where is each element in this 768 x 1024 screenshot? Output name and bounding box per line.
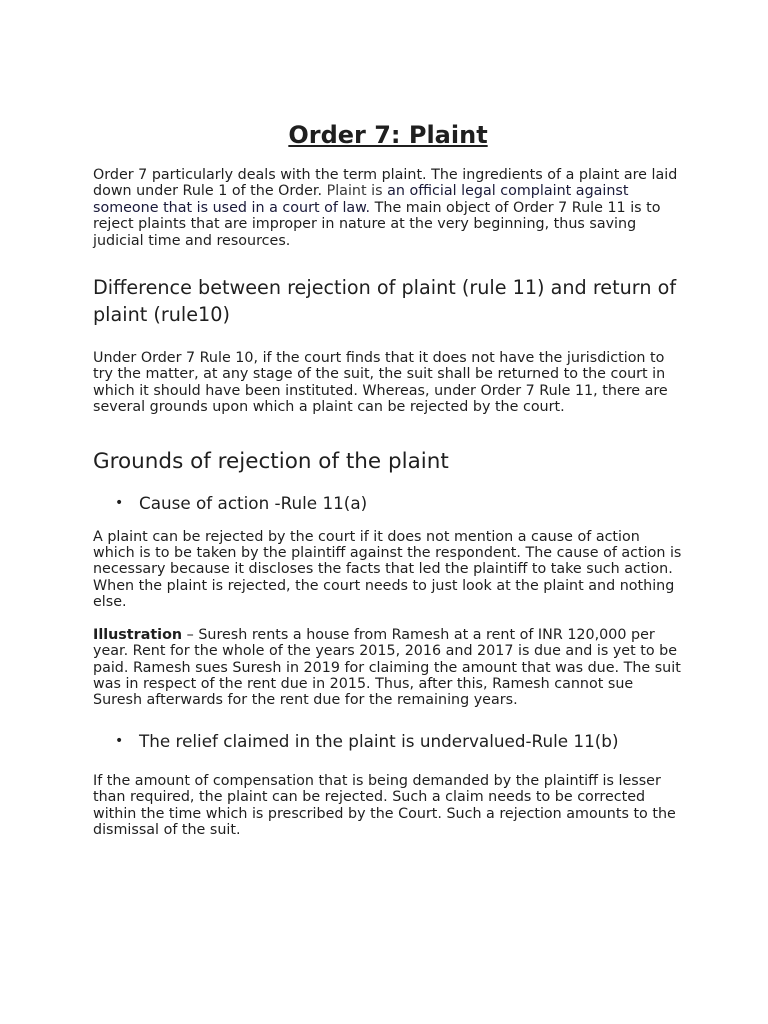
intro-paragraph xyxy=(93,167,683,249)
bullet-label: The relief claimed in the plaint is undervalued-Rule 11(b) xyxy=(139,730,619,751)
bullet-icon: • xyxy=(115,732,124,749)
illustration-text: – Suresh rents a house from Ramesh at a rent of INR 120,000 per year. Rent for the whole of the years 2015, 2016 and 2017 is due and is yet to be paid. Ramesh sues Suresh in 2019 for claiming the amount that was due. The suit was in respect of the rent due in 2015. Thus, after this, Ramesh cannot sue Suresh afterwards for the rent due for the remaining years. xyxy=(93,626,681,709)
bullet-label: Cause of action -Rule 11(a) xyxy=(139,492,368,513)
intro-text-4: The main object of Order 7 Rule 11 is to reject plaints that are improper in nature at the very beginning, thus saving judicial time and resources. xyxy=(93,199,661,249)
bullet-item-cause-of-action xyxy=(93,491,683,515)
bullet-item-undervalued-relief xyxy=(93,729,683,753)
intro-text-1: Order 7 particularly deals with the term plaint. The ingredients of a plaint are laid down under Rule 1 of the Order. xyxy=(93,167,678,200)
difference-heading: Difference between rejection of plaint (rule 11) and return of plaint (rule10) xyxy=(93,276,677,327)
difference-paragraph: Under Order 7 Rule 10, if the court finds that it does not have the jurisdiction to try the matter, at any stage of the suit, the suit shall be returned to the court in which it should have been instituted. Whereas, under Order 7 Rule 11, there are several grounds upon which a plaint can be rejected by the court. xyxy=(93,350,668,416)
grounds-heading: Grounds of rejection of the plaint xyxy=(93,448,449,474)
bullet-icon: • xyxy=(115,494,124,511)
illustration-label: Illustration xyxy=(93,626,183,643)
document-content xyxy=(93,118,683,838)
cause-of-action-paragraph: A plaint can be rejected by the court if it does not mention a cause of action which is to be taken by the plaintiff against the respondent. The cause of action is necessary because it discloses the facts that led the plaintiff to take such action. When the plaint is rejected, the court needs to just look at the plaint and nothing else. xyxy=(93,528,682,611)
undervalued-relief-paragraph: If the amount of compensation that is being demanded by the plaintiff is lesser than required, the plaint can be rejected. Such a claim needs to be corrected within the time which is prescribed by the Court. Such a rejection amounts to the dismissal of the suit. xyxy=(93,772,676,838)
intro-definition-link[interactable]: an official legal complaint against someone that is used in a court of law. xyxy=(93,183,629,216)
document-title: Order 7: Plaint xyxy=(288,121,488,149)
illustration-paragraph xyxy=(93,627,683,709)
intro-text-2: Plaint is xyxy=(326,183,388,200)
